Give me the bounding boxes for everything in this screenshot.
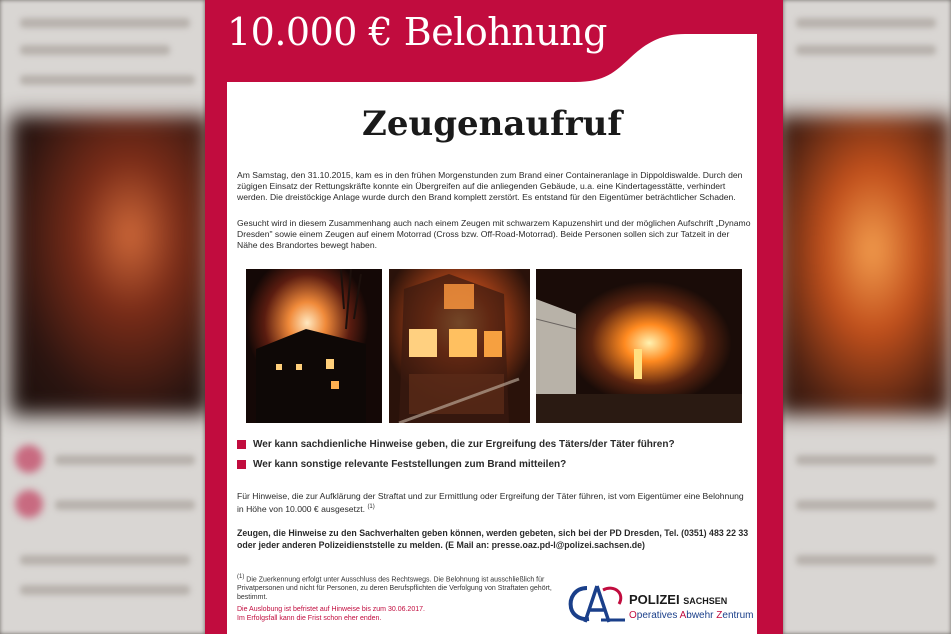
- logo-word-2: bwehr: [686, 610, 717, 621]
- background-line: [796, 455, 936, 465]
- question-2: [237, 459, 566, 470]
- reward-footnote-marker: (1): [367, 504, 375, 511]
- background-line: [796, 45, 936, 55]
- background-line: [796, 500, 936, 510]
- background-line: [796, 18, 936, 28]
- background-fire-right: [776, 115, 951, 415]
- logo-word-1: peratives: [636, 610, 680, 621]
- question-2-text: Wer kann sonstige relevante Feststellungen zum Brand mitteilen?: [253, 459, 567, 470]
- oaz-logo-icon: [567, 582, 627, 626]
- background-line: [20, 75, 195, 85]
- background-line: [20, 555, 190, 565]
- question-1: [237, 439, 675, 450]
- background-line: [20, 45, 170, 55]
- background-dot: [15, 445, 43, 473]
- fire-photo-2: [389, 269, 530, 423]
- background-line: [55, 500, 195, 510]
- background-line: [55, 455, 195, 465]
- fire-photo-1: [246, 269, 382, 423]
- background-line: [796, 555, 936, 565]
- deadline-text: Die Auslobung ist befristet auf Hinweise bis zum 30.06.2017.: [237, 606, 425, 613]
- fire-photo-3: [536, 269, 742, 423]
- content-panel: [227, 86, 757, 634]
- witness-paragraph: Gesucht wird in diesem Zusammenhang auch nach einem Zeugen mit schwarzem Kapuzenshirt und der möglichen Aufschrift „Dynamo Dresden" sowie einem Zeugen auf einem Motorrad (Cross bzw. Off-Road-Motorrad). Beide Personen sollen sich zur Tatzeit in der Nähe des Brandortes bewegt haben.: [237, 218, 751, 251]
- incident-paragraph: Am Samstag, den 31.10.2015, kam es in den frühen Morgenstunden zum Brand einer Containeranlage in Dippoldiswalde. Durch den zügigen Einsatz der Rettungskräfte konnte ein Übergreifen auf die anliegenden Gebäude, u.a. eine Kindertagesstätte, verhindert werden. Die dreistöckige Anlage wurde durch den Brand komplett zerstört. Es entstand für den Eigentümer beträchtlicher Schaden.: [237, 170, 743, 203]
- polizei-sachsen-logo: [567, 582, 757, 626]
- background-line: [20, 18, 190, 28]
- panel-top-curve: [205, 0, 783, 90]
- footnote: [237, 573, 557, 602]
- logo-polizei-text: [629, 592, 727, 607]
- background-dot: [15, 490, 43, 518]
- logo-oaz-text: [629, 610, 754, 621]
- logo-letter-a: A: [679, 610, 687, 621]
- footnote-marker: (1): [237, 574, 245, 580]
- contact-paragraph: Zeugen, die Hinweise zu den Sachverhalten geben können, werden gebeten, sich bei der PD Dresden, Tel. (0351) 483 22 33 oder jeder anderen Polizeidienststelle zu melden. (E Mail an: presse.oaz.pd-l@polizei.sachsen.de): [237, 528, 749, 550]
- reward-poster: [205, 0, 783, 634]
- reward-text: Für Hinweise, die zur Aufklärung der Straftat und zur Ermittlung oder Ergreifung der Täter führen, ist vom Eigentümer eine Belohnung in Höhe von 10.000 € ausgesetzt.: [237, 491, 744, 515]
- logo-line1: POLIZEI: [629, 592, 680, 607]
- logo-word-3: entrum: [722, 610, 754, 621]
- logo-letter-o: O: [629, 610, 637, 621]
- logo-line1-small: SACHSEN: [683, 596, 728, 606]
- question-1-text: Wer kann sachdienliche Hinweise geben, die zur Ergreifung des Täters/der Täter führen?: [253, 439, 675, 450]
- reward-paragraph: [237, 491, 751, 515]
- footnote-text: Die Zuerkennung erfolgt unter Ausschluss des Rechtswegs. Die Belohnung ist ausschließlich für Privatpersonen und nicht für Personen, zu deren Berufspflichten die Verfolgung von Straftaten gehört, bestimmt.: [237, 576, 552, 602]
- bullet-square-icon: [237, 440, 246, 449]
- page-title: Zeugenaufruf: [362, 104, 622, 144]
- background-line: [20, 585, 190, 595]
- bullet-square-icon: [237, 460, 246, 469]
- logo-letter-z: Z: [716, 610, 723, 621]
- background-fire-left: [10, 115, 210, 415]
- extension-text: Im Erfolgsfall kann die Frist schon eher enden.: [237, 615, 382, 622]
- reward-headline: 10.000 € Belohnung: [227, 10, 607, 54]
